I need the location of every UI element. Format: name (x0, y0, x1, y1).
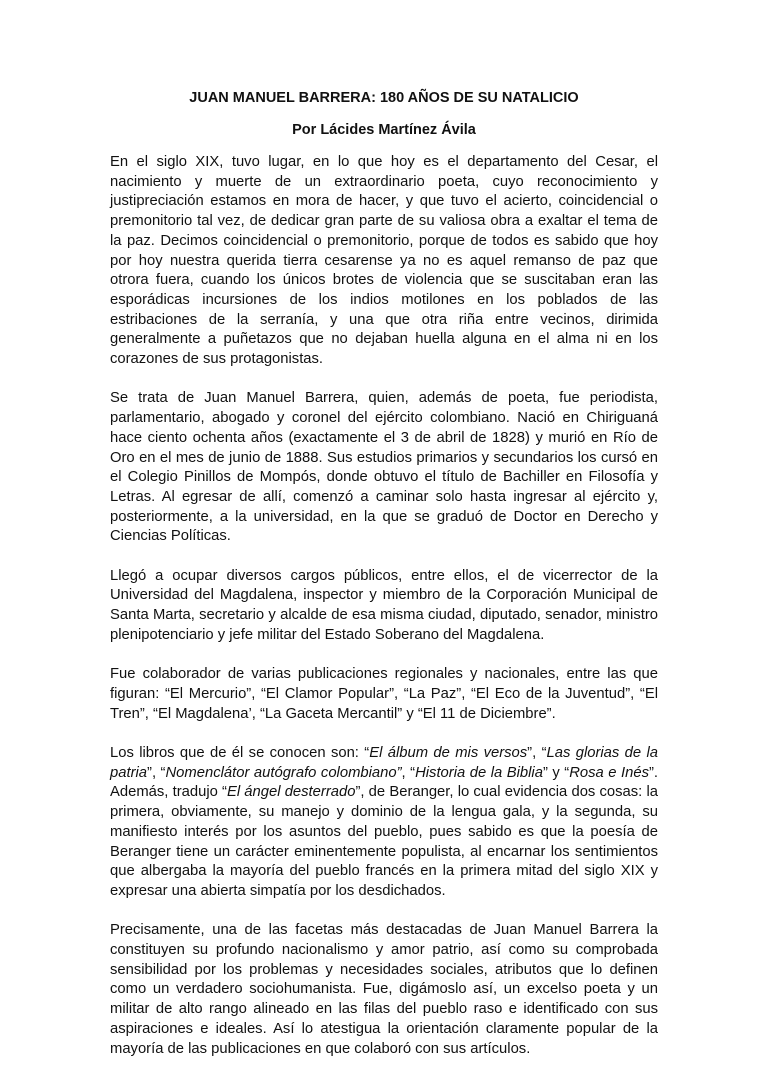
p5-text-6: ”. Además, tradujo “ (110, 764, 659, 801)
p5-text-4: , “ (401, 764, 416, 781)
author-byline: Por Lácides Martínez Ávila (292, 122, 476, 138)
paragraph-5 (110, 744, 658, 902)
paragraph-4: Fue colaborador de varias publicaciones regionales y nacionales, entre las que figuran: “El Mercurio”, “El Clamor Popular”, “La Paz”, “El Eco de la Juventud”, “El Tren”, “El Magdalena’, “La Gaceta Mercantil” y “El 11 de Diciembre”. (110, 666, 658, 722)
p5-text-7: ”, de Beranger, lo cual evidencia dos cosas: la primera, obviamente, su manejo y dominio de la lengua gala, y la segunda, su manifiesto interés por los asuntos del pueblo, pues sabido es que la poesía de Beranger tiene un carácter eminentemente populista, al encarnar los sentimientos que albergaba la mayoría del pueblo francés en la primera mitad del siglo XIX y expresar una abierta simpatía por los desdichados. (110, 784, 658, 899)
page-title: JUAN MANUEL BARRERA: 180 AÑOS DE SU NATALICIO (189, 90, 579, 106)
p5-text-3: ”, “ (147, 764, 166, 781)
book-title-glorias: Las glorias de la patria (110, 745, 658, 781)
book-title-rosa-ines: Rosa e Inés (569, 764, 649, 781)
book-title-nomenclator: Nomenclátor autógrafo colombiano” (165, 764, 402, 781)
p5-text-1: Los libros que de él se conocen son: “ (110, 745, 370, 762)
paragraph-3: Llegó a ocupar diversos cargos públicos, entre ellos, el de vicerrector de la Universidad del Magdalena, inspector y miembro de la Corporación Municipal de Santa Marta, secretario y alcalde de esa misma ciudad, diputado, senador, ministro plenipotenciario y jefe militar del Estado Soberano del Magdalena. (110, 567, 658, 643)
p5-text-2: ”, “ (527, 745, 547, 762)
book-title-album: El álbum de mis versos (369, 745, 528, 762)
book-title-angel: El ángel desterrado (226, 784, 356, 801)
paragraph-2: Se trata de Juan Manuel Barrera, quien, además de poeta, fue periodista, parlamentario, abogado y coronel del ejército colombiano. Nació en Chiriguaná hace ciento ochenta años (exactamente el 3 de abril de 1828) y murió en Río de Oro en el mes de junio de 1888. Sus estudios primarios y secundarios los cursó en el Colegio Pinillos de Mompós, donde obtuvo el título de Bachiller en Filosofía y Letras. Al egresar de allí, comenzó a caminar solo hasta ingresar al ejército y, posteriormente, a la universidad, en la que se graduó de Doctor en Derecho y Ciencias Políticas. (110, 390, 658, 545)
p5-text-5: ” y “ (542, 764, 570, 781)
paragraph-1: En el siglo XIX, tuvo lugar, en lo que hoy es el departamento del Cesar, el nacimiento y muerte de un extraordinario poeta, cuyo reconocimiento y justipreciación estamos en mora de hacer, y que tuvo el acierto, coincidencial o premonitorio tal vez, de dedicar gran parte de su valiosa obra a exaltar el tema de la paz. Decimos coincidencial o premonitorio, porque de todos es sabido que hoy por hoy nuestra querida tierra cesarense ya no es aquel remanso de paz que otrora fuera, cuando los únicos brotes de violencia que se suscitaban eran las esporádicas incursiones de los indios motilones en los poblados de las estribaciones de la serranía, y una que otra riña entre vecinos, dirimida generalmente a puñetazos que no dejaban huella alguna en el alma ni en los corazones de sus protagonistas. (110, 154, 658, 368)
book-title-biblia: Historia de la Biblia (415, 764, 543, 781)
paragraph-6: Precisamente, una de las facetas más destacadas de Juan Manuel Barrera la constituyen su profundo nacionalismo y amor patrio, así como su comprobada sensibilidad por los problemas y necesidades sociales, atributos que lo definen como un verdadero sociohumanista. Fue, digámoslo así, un excelso poeta y un militar de alto rango alineado en las filas del pueblo raso e identificado con sus aspiraciones e ideales. Así lo atestigua la orientación claramente popular de la mayoría de las publicaciones en que colaboró con sus artículos. (110, 922, 658, 1057)
document-page (110, 88, 658, 1079)
